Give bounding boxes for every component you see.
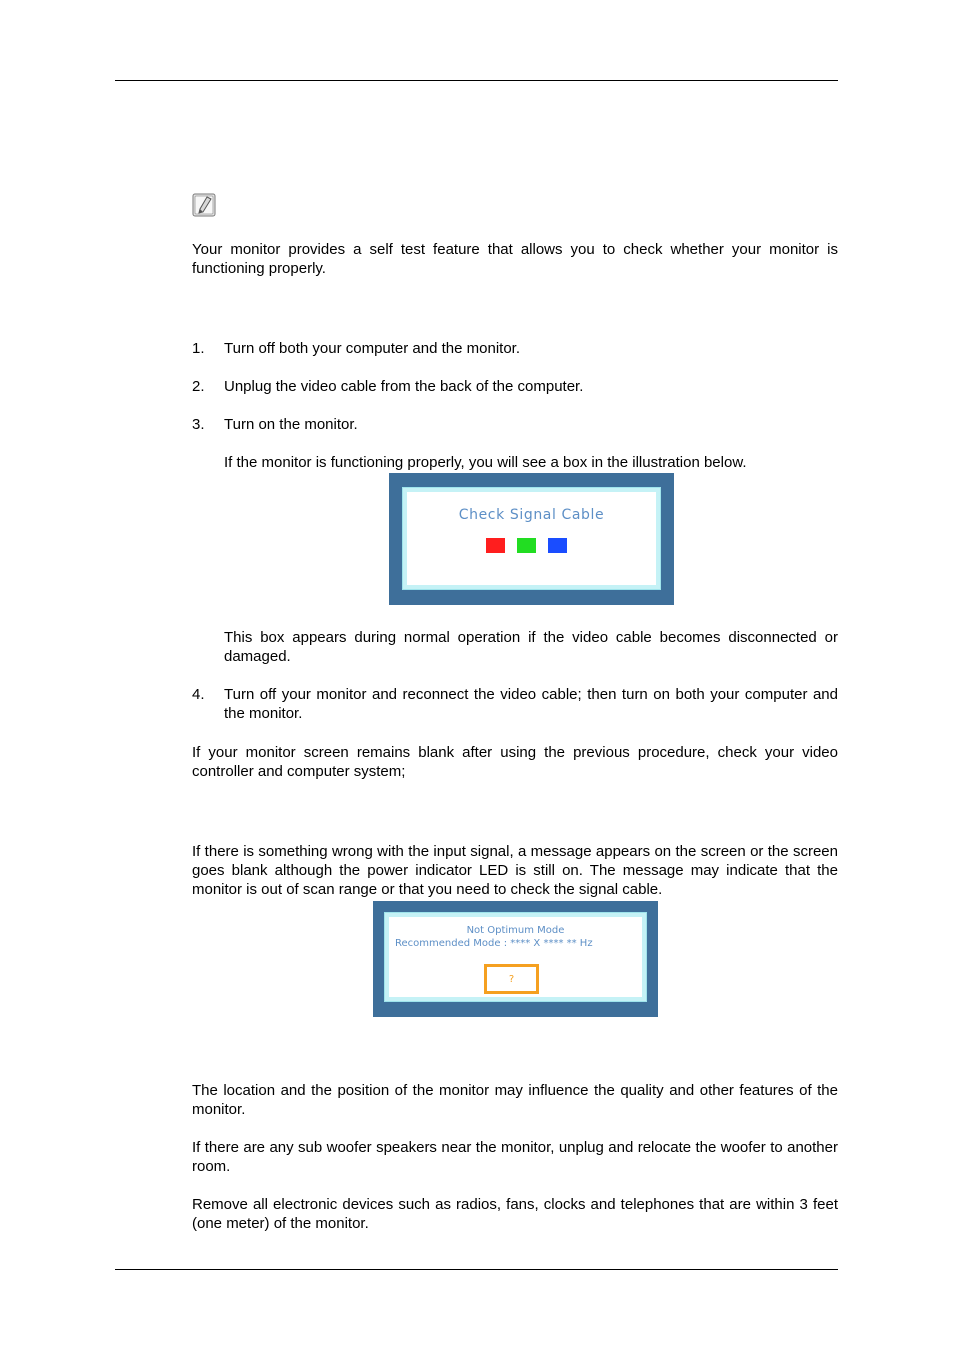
recommended-mode-text: Recommended Mode : **** X **** ** Hz [395, 938, 593, 949]
step-3-text: Turn on the monitor. [224, 416, 358, 433]
step-2-number: 2. [192, 378, 205, 395]
not-optimum-title: Not Optimum Mode [466, 925, 565, 936]
signal-issue-paragraph: If there is something wrong with the input signal, a message appears on the screen or the screen goes blank although the power indicator LED is still on. The message may indicate that the monitor is out of scan range or that you need to check the signal cable. [192, 843, 838, 898]
step-1-number: 1. [192, 340, 205, 357]
step-4-number: 4. [192, 686, 205, 703]
environment-paragraph-2: If there are any sub woofer speakers near the monitor, unplug and relocate the woofer to another room. [192, 1139, 838, 1175]
not-optimum-dialog [385, 913, 646, 1001]
step-4-text: Turn off your monitor and reconnect the video cable; then turn on both your computer and the monitor. [224, 686, 838, 722]
environment-paragraph-3: Remove all electronic devices such as radios, fans, clocks and telephones that are within 3 feet (one meter) of the monitor. [192, 1196, 838, 1232]
step-3-note: If the monitor is functioning properly, you will see a box in the illustration below. [224, 454, 747, 471]
environment-paragraph-1: The location and the position of the monitor may influence the quality and other features of the monitor. [192, 1082, 838, 1118]
footer-rule [115, 1269, 838, 1270]
header-rule [115, 80, 838, 81]
step-1-text: Turn off both your computer and the monitor. [224, 340, 521, 357]
red-square [486, 538, 505, 553]
box-note: This box appears during normal operation if the video cable becomes disconnected or damaged. [224, 629, 838, 665]
check-signal-title: Check Signal Cable [458, 507, 605, 523]
check-signal-cable-illustration [389, 473, 674, 605]
green-square [517, 538, 536, 553]
note-icon [192, 193, 216, 217]
step-2-text: Unplug the video cable from the back of the computer. [224, 378, 584, 395]
check-signal-dialog [403, 488, 660, 589]
not-optimum-mode-illustration [373, 901, 658, 1017]
blank-screen-paragraph: If your monitor screen remains blank after using the previous procedure, check your video controller and computer system; [192, 744, 838, 780]
step-3-number: 3. [192, 416, 205, 433]
help-button[interactable]: ? [484, 964, 539, 994]
blue-square [548, 538, 567, 553]
intro-paragraph: Your monitor provides a self test feature that allows you to check whether your monitor is functioning properly. [192, 241, 838, 277]
